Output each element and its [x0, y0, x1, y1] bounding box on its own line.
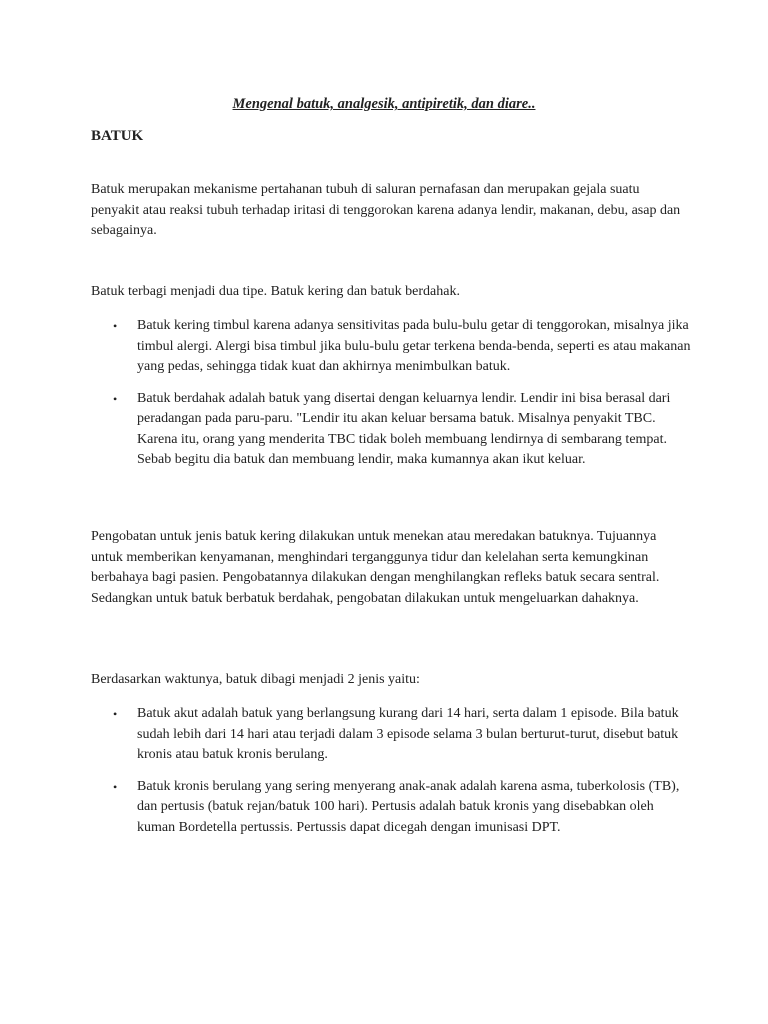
list-item: [91, 704, 691, 766]
paragraph-duration-intro: Berdasarkan waktunya, batuk dibagi menjadi 2 jenis yaitu:: [91, 672, 420, 687]
document-title: Mengenal batuk, analgesik, antipiretik, dan diare..: [232, 96, 536, 112]
list-item-text: Batuk kronis berulang yang sering menyerang anak-anak adalah karena asma, tuberkolosis (TB), dan pertusis (batuk rejan/batuk 100 hari). Pertusis adalah batuk kronis yang disebabkan oleh kuman Bordetella pertussis. Pertussis dapat dicegah dengan imunisasi DPT.: [137, 778, 680, 835]
bullet-icon: •: [113, 391, 118, 406]
paragraph-definition: Batuk merupakan mekanisme pertahanan tubuh di saluran pernafasan dan merupakan gejala suatu penyakit atau reaksi tubuh terhadap iritasi di tenggorokan karena adanya lendir, makanan, debu, asap dan sebagainya.: [91, 182, 681, 238]
duration-types-list: [91, 704, 691, 849]
paragraph-types-intro: Batuk terbagi menjadi dua tipe. Batuk kering dan batuk berdahak.: [91, 284, 460, 299]
list-item-text: Batuk kering timbul karena adanya sensitivitas pada bulu-bulu getar di tenggorokan, misalnya jika timbul alergi. Alergi bisa timbul jika bulu-bulu getar terkena benda-benda, seperti es atau makanan yang pedas, sehingga tidak kuat dan akhirnya menimbulkan batuk.: [137, 318, 691, 374]
section-heading: BATUK: [91, 128, 144, 144]
bullet-icon: •: [113, 779, 118, 794]
bullet-icon: •: [113, 707, 118, 721]
list-item-text: Batuk akut adalah batuk yang berlangsung kurang dari 14 hari, serta dalam 1 episode. Bila batuk sudah lebih dari 14 hari atau terjadi dalam 3 episode selama 3 bulan berturut-turut, disebut batuk kronis atau batuk kronis berulang.: [137, 706, 679, 762]
cough-types-list: [91, 316, 691, 482]
paragraph-treatment: Pengobatan untuk jenis batuk kering dilakukan untuk menekan atau meredakan batuknya. Tujuannya untuk memberikan kenyamanan, menghindari terganggunya tidur dan kelelahan serta kemungkinan berbahaya bagi pasien. Pengobatannya dilakukan dengan menghilangkan refleks batuk secara sentral. Sedangkan untuk batuk berbatuk berdahak, pengobatan dilakukan untuk mengeluarkan dahaknya.: [91, 529, 660, 606]
list-item: [91, 316, 691, 378]
list-item: [91, 389, 691, 471]
list-item-text: Batuk berdahak adalah batuk yang disertai dengan keluarnya lendir. Lendir ini bisa berasal dari peradangan pada paru-paru. "Lendir itu akan keluar bersama batuk. Misalnya penyakit TBC. Karena itu, orang yang menderita TBC tidak boleh membuang lendirnya di sembarang tempat. Sebab begitu dia batuk dan membuang lendir, maka kumannya akan ikut keluar.: [137, 390, 671, 467]
list-item: [91, 777, 691, 839]
bullet-icon: •: [113, 319, 118, 333]
